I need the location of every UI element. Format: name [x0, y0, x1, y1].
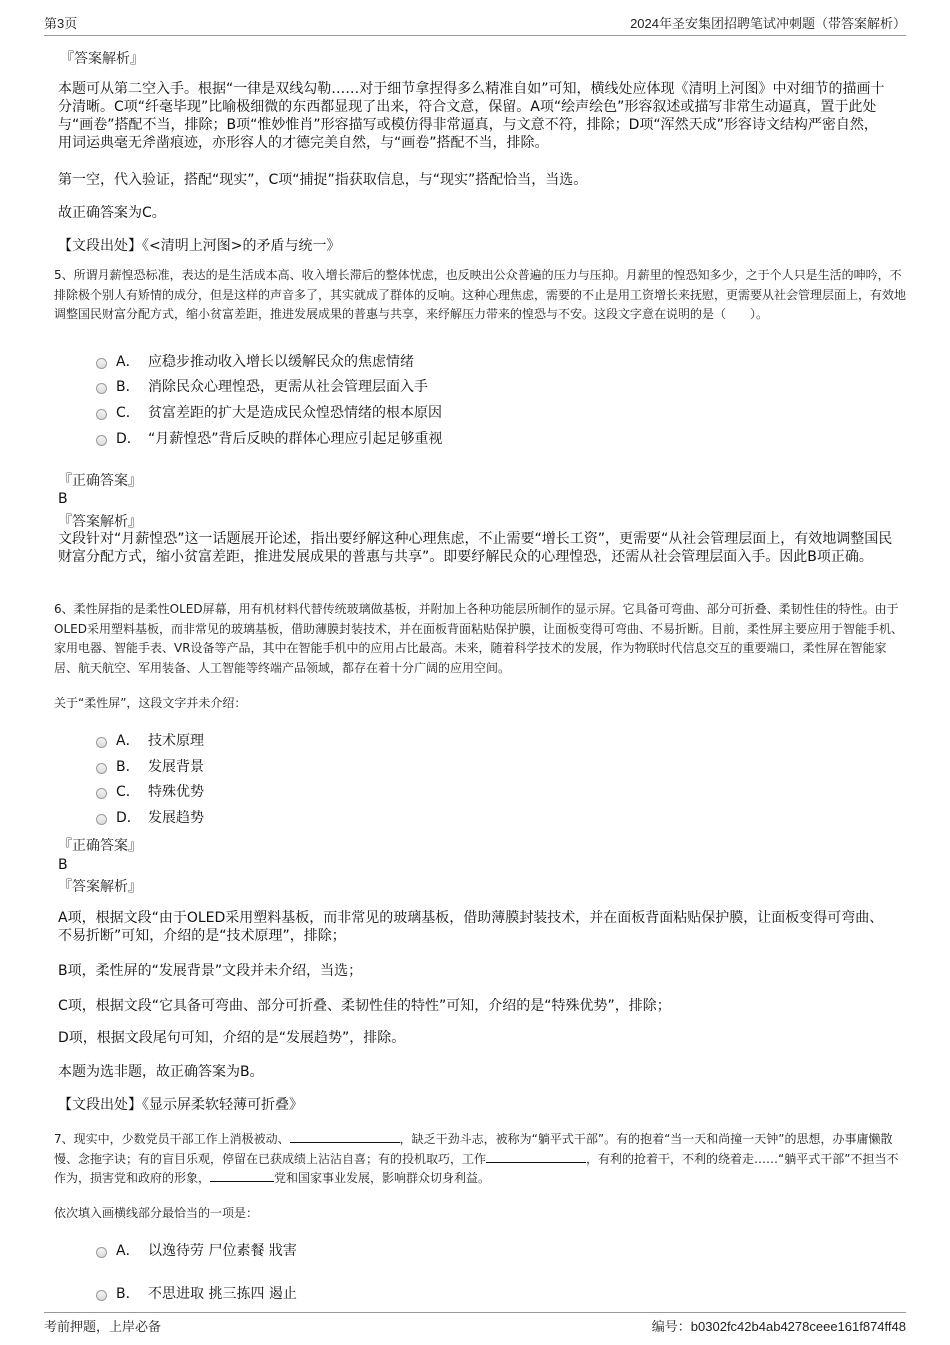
q6-source: 【文段出处】《显示屏柔软轻薄可折叠》	[58, 1097, 303, 1113]
q6-option-a[interactable]	[96, 730, 204, 750]
option-text: 消除民众心理惶恐，更需从社会管理层面入手	[148, 379, 428, 395]
option-text: 特殊优势	[148, 784, 204, 800]
radio-icon[interactable]	[96, 358, 107, 369]
q4-analysis-paragraph-1: 本题可从第二空入手。根据“一律是双线勾勒……对于细节拿捏得多么精准自如”可知，横线处应体现《清明上河图》中对细节的描画十分清晰。C项“纤毫毕现”比喻极细微的东西都显现了出来，符合文意，保留。A项“绘声绘色”形容叙述或描写非常生动逼真，置于此处与“画卷”搭配不当，排除；B项“惟妙惟肖”形容描写或模仿得非常逼真，与文意不符，排除；D项“浑然天成”形容诗文结构严密自然，用词运典毫无斧凿痕迹，亦形容人的才德完美自然，与“画卷”搭配不当，排除。	[58, 81, 885, 151]
q5-option-d[interactable]	[96, 428, 443, 448]
q6-option-c[interactable]	[96, 781, 204, 801]
q7-blank-2	[486, 1150, 586, 1163]
option-text: 发展趋势	[148, 810, 204, 826]
q6-analysis-c: C项，根据文段“它具备可弯曲、部分可折叠、柔韧性佳的特性”可知，介绍的是“特殊优势”，排除；	[58, 998, 671, 1014]
q4-analysis-paragraph-2: 第一空，代入验证，搭配“现实”，C项“捕捉”指获取信息，与“现实”搭配恰当，当选。	[58, 172, 588, 188]
option-text: “月薪惶恐”背后反映的群体心理应引起足够重视	[148, 431, 443, 447]
q5-option-b[interactable]	[96, 376, 428, 396]
q4-analysis-paragraph-3: 故正确答案为C。	[58, 205, 166, 221]
option-letter: A．	[116, 1243, 140, 1259]
serial-value: b0302fc42b4ab4278ceee161f874ff48	[690, 1319, 906, 1334]
q5-answer-label: 『正确答案』	[58, 473, 142, 489]
page-number: 第3页	[44, 16, 78, 31]
q5-analysis-label: 『答案解析』	[58, 514, 142, 530]
radio-icon[interactable]	[96, 814, 107, 825]
radio-icon[interactable]	[96, 409, 107, 420]
q7-option-b[interactable]	[96, 1283, 297, 1303]
radio-icon[interactable]	[96, 383, 107, 394]
q6-analysis-a: A项，根据文段“由于OLED采用塑料基板，而非常见的玻璃基板，借助薄膜封装技术，并在面板背面粘贴保护膜，让面板变得可弯曲、不易折断”可知，介绍的是“技术原理”，排除；	[58, 910, 884, 944]
q7-stem-part-3: ，有利的抢着干，不利的绕着走……“躺平式干部”不担当不作为，损害党和政府的形象，	[54, 1151, 899, 1185]
q5-option-c[interactable]	[96, 402, 442, 422]
option-text: 不思进取 挑三拣四 遏止	[148, 1286, 297, 1302]
q7-blank-1	[290, 1130, 400, 1143]
q7-stem-part-2: ，缺乏干劲斗志，被称为“躺平式干部”。有的抱着“当一天和尚撞一天钟”的思想，办事庸懒散慢、念拖字诀；有的盲目乐观，停留在已获成绩上沾沾自喜；有的投机取巧，工作	[54, 1132, 893, 1166]
option-text: 贫富差距的扩大是造成民众惶恐情绪的根本原因	[148, 405, 442, 421]
option-text: 以逸待劳 尸位素餐 戕害	[148, 1243, 297, 1259]
q6-answer: B	[58, 857, 68, 873]
option-text: 应稳步推动收入增长以缓解民众的焦虑情绪	[148, 354, 414, 370]
q6-conclusion: 本题为选非题，故正确答案为B。	[58, 1064, 264, 1080]
q6-option-d[interactable]	[96, 807, 204, 827]
option-letter: B．	[116, 1286, 140, 1302]
radio-icon[interactable]	[96, 737, 107, 748]
q5-option-a[interactable]	[96, 351, 414, 371]
page-footer	[44, 1312, 906, 1336]
option-text: 技术原理	[148, 733, 204, 749]
q4-source: 【文段出处】《<清明上河图>的矛盾与统一》	[58, 238, 341, 254]
q4-analysis-label: 『答案解析』	[60, 51, 144, 67]
q7-blank-3	[210, 1169, 274, 1182]
option-letter: C．	[116, 784, 140, 800]
q7-question: 依次填入画横线部分最恰当的一项是：	[54, 1206, 259, 1220]
radio-icon[interactable]	[96, 763, 107, 774]
q7-stem-part-4: 党和国家事业发展，影响群众切身利益。	[274, 1171, 491, 1185]
page-header	[44, 14, 906, 36]
q6-answer-label: 『正确答案』	[58, 838, 142, 854]
radio-icon[interactable]	[96, 1247, 107, 1258]
q7-stem	[54, 1130, 906, 1189]
footer-serial	[652, 1316, 906, 1335]
option-letter: A．	[116, 733, 140, 749]
q6-stem: 6、柔性屏指的是柔性OLED屏幕，用有机材料代替传统玻璃做基板，并附加上各种功能层所制作的显示屏。它具备可弯曲、部分可折叠、柔韧性佳的特性。由于OLED采用塑料基板，而非常见的玻璃基板，借助薄膜封装技术，并在面板背面粘贴保护膜，让面板变得可弯曲、不易折断。目前，柔性屏主要应用于智能手机、家用电器、智能手表、VR设备等产品，其中在智能手机中的应用占比最高。未来，随着科学技术的发展，作为物联时代信息交互的重要端口，柔性屏在智能家居、航天航空、军用装备、人工智能等终端产品领域，都存在着十分广阔的应用空间。	[54, 602, 903, 675]
option-letter: D．	[116, 810, 141, 826]
serial-label: 编号：	[651, 1319, 691, 1334]
q5-stem: 5、所谓月薪惶恐标准，表达的是生活成本高、收入增长滞后的整体忧虑，也反映出公众普遍的压力与压抑。月薪里的惶恐知多少，之于个人只是生活的呻吟，不排除极个别人有矫情的成分，但是这样的声音多了，其实就成了群体的反响。这种心理焦虑，需要的不止是用工资增长来抚慰，更需要从社会管理层面上，有效地调整国民财富分配方式，缩小贫富差距，推进发展成果的普惠与共享，来纾解压力带来的惶恐与不安。这段文字意在说明的是（ ）。	[54, 268, 907, 321]
option-text: 发展背景	[148, 759, 204, 775]
option-letter: C．	[116, 405, 140, 421]
option-letter: D．	[116, 431, 141, 447]
q6-option-b[interactable]	[96, 756, 204, 776]
q6-analysis-b: B项，柔性屏的“发展背景”文段并未介绍，当选；	[58, 963, 363, 979]
radio-icon[interactable]	[96, 1290, 107, 1301]
q6-analysis-label: 『答案解析』	[58, 879, 142, 895]
q7-stem-part-1: 7、现实中，少数党员干部工作上消极被动、	[54, 1132, 290, 1146]
q6-analysis-d: D项，根据文段尾句可知，介绍的是“发展趋势”，排除。	[58, 1030, 406, 1046]
q5-analysis: 文段针对“月薪惶恐”这一话题展开论述，指出要纾解这种心理焦虑，不止需要“增长工资”，更需要“从社会管理层面上，有效地调整国民财富分配方式，缩小贫富差距，推进发展成果的普惠与共享”。即要纾解民众的心理惶恐，还需从社会管理层面入手。因此B项正确。	[58, 531, 893, 565]
option-letter: B．	[116, 379, 140, 395]
document-title: 2024年圣安集团招聘笔试冲刺题（带答案解析）	[630, 16, 906, 31]
option-letter: B．	[116, 759, 140, 775]
q5-answer: B	[58, 491, 68, 507]
radio-icon[interactable]	[96, 788, 107, 799]
q6-question: 关于“柔性屏”，这段文字并未介绍：	[54, 696, 247, 710]
footer-slogan: 考前押题，上岸必备	[44, 1319, 162, 1334]
radio-icon[interactable]	[96, 435, 107, 446]
q7-option-a[interactable]	[96, 1240, 297, 1260]
option-letter: A．	[116, 354, 140, 370]
